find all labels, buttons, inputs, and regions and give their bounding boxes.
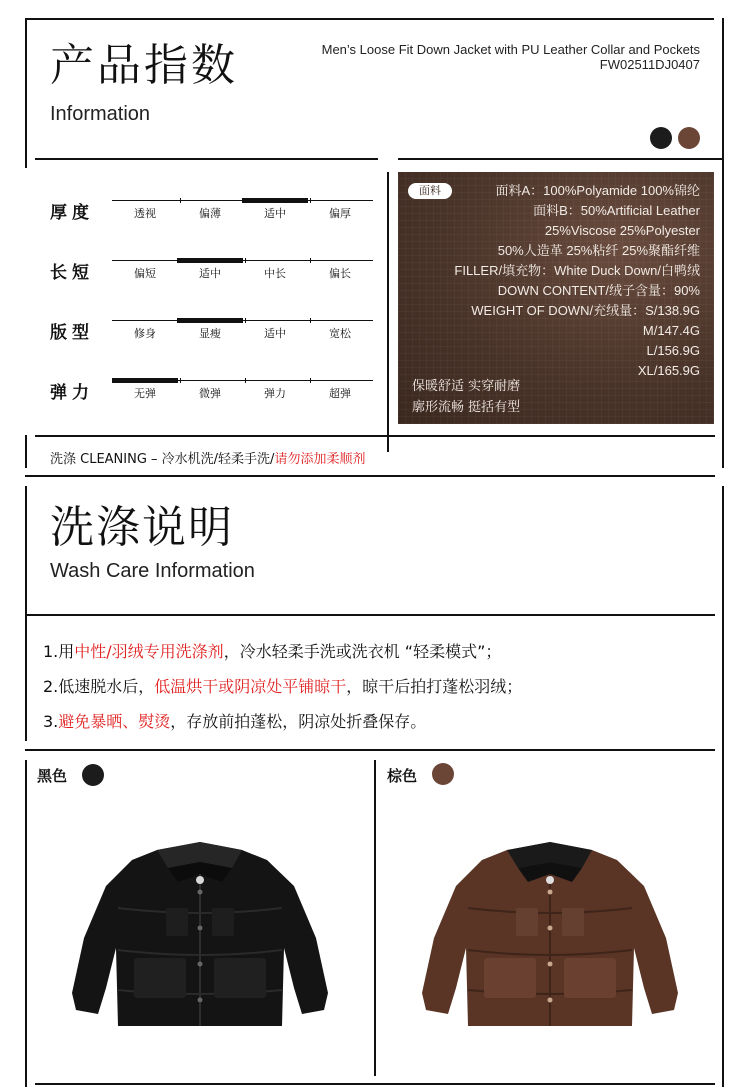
- jacket-image-brown: [412, 838, 687, 1033]
- index-option-selected: [112, 380, 178, 400]
- fabric-features: [412, 376, 520, 418]
- index-bar: [112, 320, 178, 321]
- info-title-en: Information: [50, 103, 151, 125]
- cleaning-note: [50, 448, 365, 467]
- index-bar: [242, 198, 308, 203]
- fabric-line: FILLER/填充物：White Duck Down/白鸭绒: [454, 263, 700, 278]
- wash-text: ，冷水轻柔手洗或洗衣机 “轻柔模式”；: [223, 642, 502, 661]
- color-label-black: 黑色: [37, 767, 68, 785]
- index-option: [307, 260, 373, 280]
- index-bar: [307, 380, 373, 381]
- cleaning-text: 洗涤 CLEANING – 冷水机洗/轻柔手洗/: [50, 452, 275, 467]
- index-option-label: 宽松: [329, 327, 351, 340]
- fabric-line: WEIGHT OF DOWN/充绒量：S/138.9G: [471, 303, 700, 318]
- section1-bottom-line: [25, 475, 715, 477]
- index-option: [112, 200, 178, 220]
- wash-text: 3.: [43, 712, 59, 731]
- fabric-line: 面料A：100%Polyamide 100%锦纶: [495, 183, 700, 198]
- index-option-selected: [242, 200, 308, 220]
- index-option: [177, 380, 243, 400]
- index-option: [177, 200, 243, 220]
- index-bar: [242, 320, 308, 321]
- colors-bottom-line: [35, 1083, 715, 1085]
- fabric-line: 面料B：50%Artificial Leather: [533, 203, 700, 218]
- index-option-label: 微弹: [199, 387, 221, 400]
- wash-text: 2.低速脱水后，: [43, 677, 155, 696]
- feature-line: 廓形流畅 挺括有型: [412, 400, 521, 415]
- color-dot-black: [82, 764, 104, 786]
- right-border-upper: [722, 18, 724, 468]
- jacket-image-black: [62, 838, 337, 1033]
- cleaning-warning: 请勿添加柔顺剂: [274, 452, 366, 467]
- info-title-cn: 产品指数: [50, 40, 238, 91]
- index-option: [307, 200, 373, 220]
- wash-instruction-2: [43, 674, 522, 697]
- index-option: [242, 260, 308, 280]
- index-option: [307, 380, 373, 400]
- index-option-label: 偏短: [134, 267, 156, 280]
- index-bar: [307, 260, 373, 261]
- wash-text: ，存放前拍蓬松，阴凉处折叠保存。: [170, 712, 427, 731]
- wash-title-cn: 洗涤说明: [50, 502, 234, 553]
- top-border: [25, 18, 714, 20]
- index-bar: [307, 320, 373, 321]
- left-border-upper: [25, 18, 27, 168]
- index-option-label: 适中: [199, 267, 221, 280]
- index-option-label: 无弹: [134, 387, 156, 400]
- index-option: [242, 380, 308, 400]
- wash-title-en: Wash Care Information: [50, 560, 255, 582]
- wash-text: ，晾干后拍打蓬松羽绒；: [346, 677, 523, 696]
- index-option-label: 透视: [134, 207, 156, 220]
- fabric-line: L/156.9G: [646, 343, 700, 358]
- color-dot-brown: [432, 763, 454, 785]
- index-bar: [177, 380, 243, 381]
- product-name: Men’s Loose Fit Down Jacket with PU Leather Collar and Pockets: [321, 42, 700, 57]
- index-option-label: 偏薄: [199, 207, 221, 220]
- fabric-line: 25%Viscose 25%Polyester: [544, 223, 700, 238]
- index-row: [50, 378, 370, 408]
- fabric-info-panel: [398, 172, 714, 424]
- fabric-composition: [454, 181, 700, 381]
- index-label: 弹力: [50, 383, 94, 403]
- swatch-brown: [678, 127, 700, 149]
- product-name-block: [322, 42, 700, 72]
- fabric-line: DOWN CONTENT/绒子含量：90%: [497, 283, 700, 298]
- index-bar: [112, 200, 178, 201]
- cleaning-top-line: [35, 435, 715, 437]
- index-bar: [112, 260, 178, 261]
- index-label: 版型: [50, 323, 94, 343]
- info-divider-left: [35, 158, 378, 160]
- product-code: FW02511DJ0407: [599, 57, 700, 72]
- index-label: 长短: [50, 263, 94, 283]
- index-bar: [307, 200, 373, 201]
- index-option-label: 偏厚: [329, 207, 351, 220]
- index-option: [112, 260, 178, 280]
- index-option-label: 显瘦: [199, 327, 221, 340]
- index-option-selected: [177, 260, 243, 280]
- wash-right-border: [722, 486, 724, 1087]
- index-bar: [177, 200, 243, 201]
- info-divider-right: [398, 158, 724, 160]
- wash-bottom-line: [25, 749, 715, 751]
- index-option-label: 适中: [264, 327, 286, 340]
- index-bar: [112, 378, 178, 383]
- index-bar: [242, 260, 308, 261]
- index-option-label: 修身: [134, 327, 156, 340]
- fabric-line: 50%人造革 25%粘纤 25%聚酯纤维: [497, 243, 700, 258]
- index-row: [50, 258, 370, 288]
- index-option: [112, 320, 178, 340]
- colors-middle-divider: [374, 760, 376, 1076]
- index-bar: [242, 380, 308, 381]
- wash-highlight: 中性/羽绒专用洗涤剂: [74, 642, 224, 661]
- index-vertical-divider: [387, 172, 389, 452]
- index-option-label: 中长: [264, 267, 286, 280]
- index-row: [50, 198, 370, 228]
- index-bar: [177, 318, 243, 323]
- index-label: 厚度: [50, 203, 94, 223]
- feature-line: 保暖舒适 实穿耐磨: [412, 379, 521, 394]
- wash-highlight: 避免暴晒、熨烫: [58, 712, 171, 731]
- swatch-black: [650, 127, 672, 149]
- fabric-line: XL/165.9G: [637, 363, 700, 378]
- index-option-label: 偏长: [329, 267, 351, 280]
- jacket-shape-brown: [422, 842, 678, 1026]
- fabric-tag: 面料: [408, 183, 452, 199]
- index-bar: [177, 258, 243, 263]
- colors-left-border: [25, 760, 27, 1087]
- wash-highlight: 低温烘干或阴凉处平铺晾干: [154, 677, 347, 696]
- fabric-line: M/147.4G: [642, 323, 700, 338]
- wash-instruction-3: [43, 709, 426, 732]
- index-option: [307, 320, 373, 340]
- cleaning-left-line: [25, 435, 27, 468]
- wash-instruction-1: [43, 639, 501, 662]
- index-option-selected: [177, 320, 243, 340]
- index-row: [50, 318, 370, 348]
- jacket-shape-black: [72, 842, 328, 1026]
- index-option: [242, 320, 308, 340]
- wash-title-divider: [25, 614, 715, 616]
- index-option-label: 适中: [264, 207, 286, 220]
- color-label-brown: 棕色: [387, 767, 418, 785]
- wash-text: 1.用: [43, 642, 75, 661]
- index-option-label: 超弹: [329, 387, 351, 400]
- index-option-label: 弹力: [264, 387, 286, 400]
